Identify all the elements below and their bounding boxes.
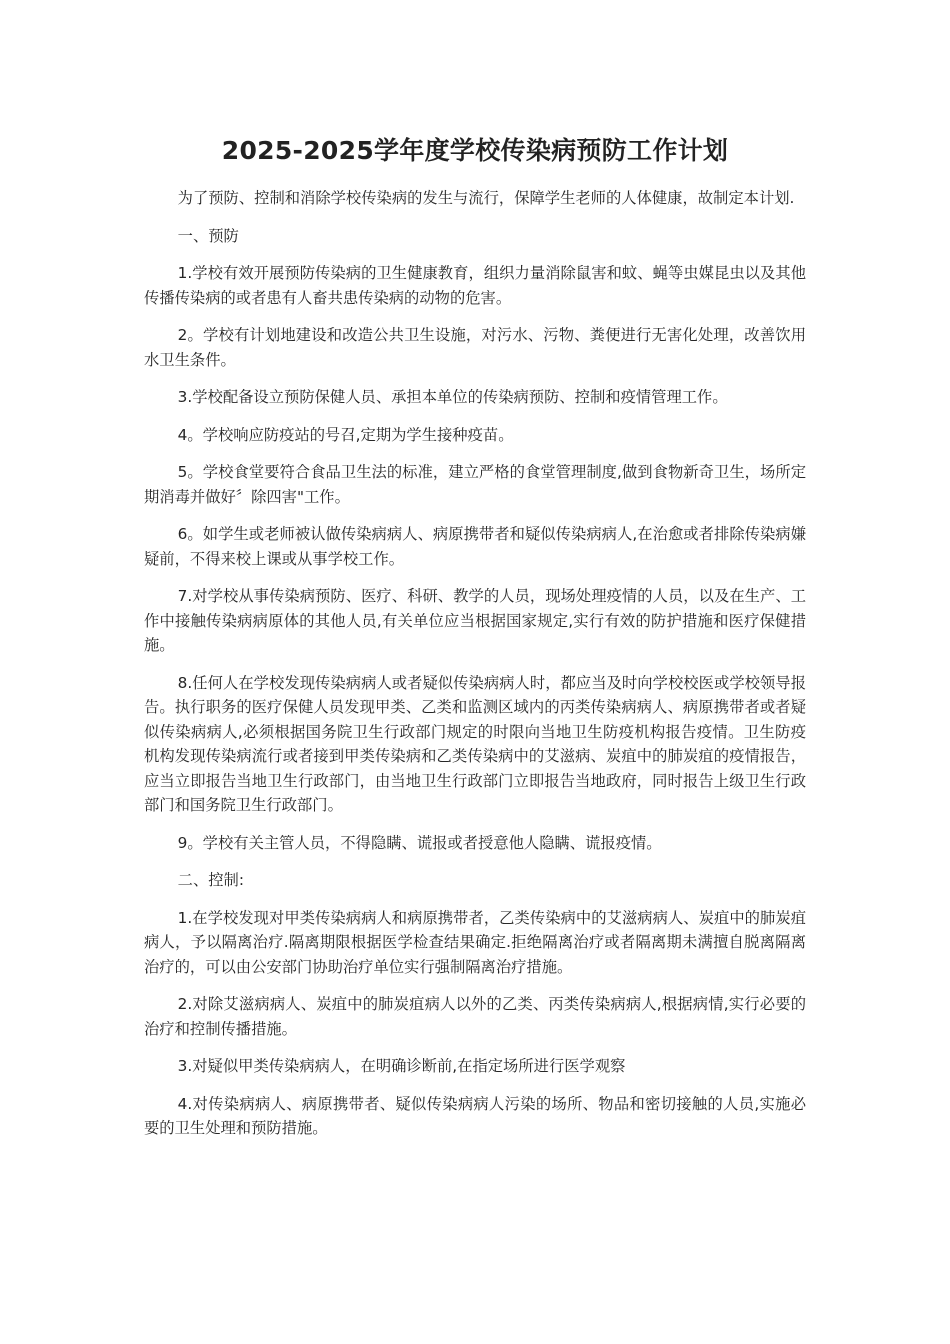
paragraph: 为了预防、控制和消除学校传染病的发生与流行，保障学生老师的人体健康，故制定本计划. xyxy=(177,189,795,207)
paragraph: 3.学校配备设立预防保健人员、承担本单位的传染病预防、控制和疫情管理工作。 xyxy=(177,388,728,406)
document-title: 2025-2025学年度学校传染病预防工作计划 xyxy=(221,136,729,165)
paragraph: 一、预防 xyxy=(177,226,239,245)
paragraph: 2。学校有计划地建设和改造公共卫生设施，对污水、污物、粪便进行无害化处理，改善饮用水卫生条件。 xyxy=(144,326,806,369)
paragraph: 8.任何人在学校发现传染病病人或者疑似传染病病人时，都应当及时向学校校医或学校领导报告。执行职务的医疗保健人员发现甲类、乙类和监测区域内的丙类传染病病人、病原携带者或者疑似传染病病人,必须根据国务院卫生行政部门规定的时限向当地卫生防疫机构报告疫情。卫生防疫机构发现传染病流行或者接到甲类传染病和乙类传染病中的艾滋病、炭疽中的肺炭疽的疫情报告，应当立即报告当地卫生行政部门，由当地卫生行政部门立即报告当地政府，同时报告上级卫生行政部门和国务院卫生行政部门。 xyxy=(144,673,806,814)
paragraph: 4.对传染病病人、病原携带者、疑似传染病病人污染的场所、物品和密切接触的人员,实施必要的卫生处理和预防措施。 xyxy=(144,1094,806,1137)
paragraph: 1.学校有效开展预防传染病的卫生健康教育，组织力量消除鼠害和蚊、蝇等虫媒昆虫以及其他传播传染病的或者患有人畜共患传染病的动物的危害。 xyxy=(144,264,806,307)
paragraph: 4。学校响应防疫站的号召,定期为学生接种疫苗。 xyxy=(177,425,514,444)
paragraph: 3.对疑似甲类传染病病人，在明确诊断前,在指定场所进行医学观察 xyxy=(177,1057,626,1075)
document-page xyxy=(144,128,806,1154)
paragraph: 7.对学校从事传染病预防、医疗、科研、教学的人员，现场处理疫情的人员，以及在生产、工作中接触传染病病原体的其他人员,有关单位应当根据国家规定,实行有效的防护措施和医疗保健措施。 xyxy=(144,587,806,654)
paragraph: 2.对除艾滋病病人、炭疽中的肺炭疽病人以外的乙类、丙类传染病病人,根据病情,实行必要的治疗和控制传播措施。 xyxy=(144,995,806,1038)
document-body xyxy=(144,186,806,1141)
paragraph: 9。学校有关主管人员，不得隐瞒、谎报或者授意他人隐瞒、谎报疫情。 xyxy=(177,833,662,852)
paragraph: 1.在学校发现对甲类传染病病人和病原携带者，乙类传染病中的艾滋病病人、炭疽中的肺炭疽病人，予以隔离治疗.隔离期限根据医学检查结果确定.拒绝隔离治疗或者隔离期未满擅自脱离隔离治疗的，可以由公安部门协助治疗单位实行强制隔离治疗措施。 xyxy=(144,908,806,976)
paragraph: 二、控制: xyxy=(177,871,244,889)
paragraph: 6。如学生或老师被认做传染病病人、病原携带者和疑似传染病病人,在治愈或者排除传染病嫌疑前，不得来校上课或从事学校工作。 xyxy=(144,525,806,568)
paragraph: 5。学校食堂要符合食品卫生法的标准，建立严格的食堂管理制度,做到食物新奇卫生，场所定期消毒并做好〞除四害"工作。 xyxy=(144,463,806,506)
